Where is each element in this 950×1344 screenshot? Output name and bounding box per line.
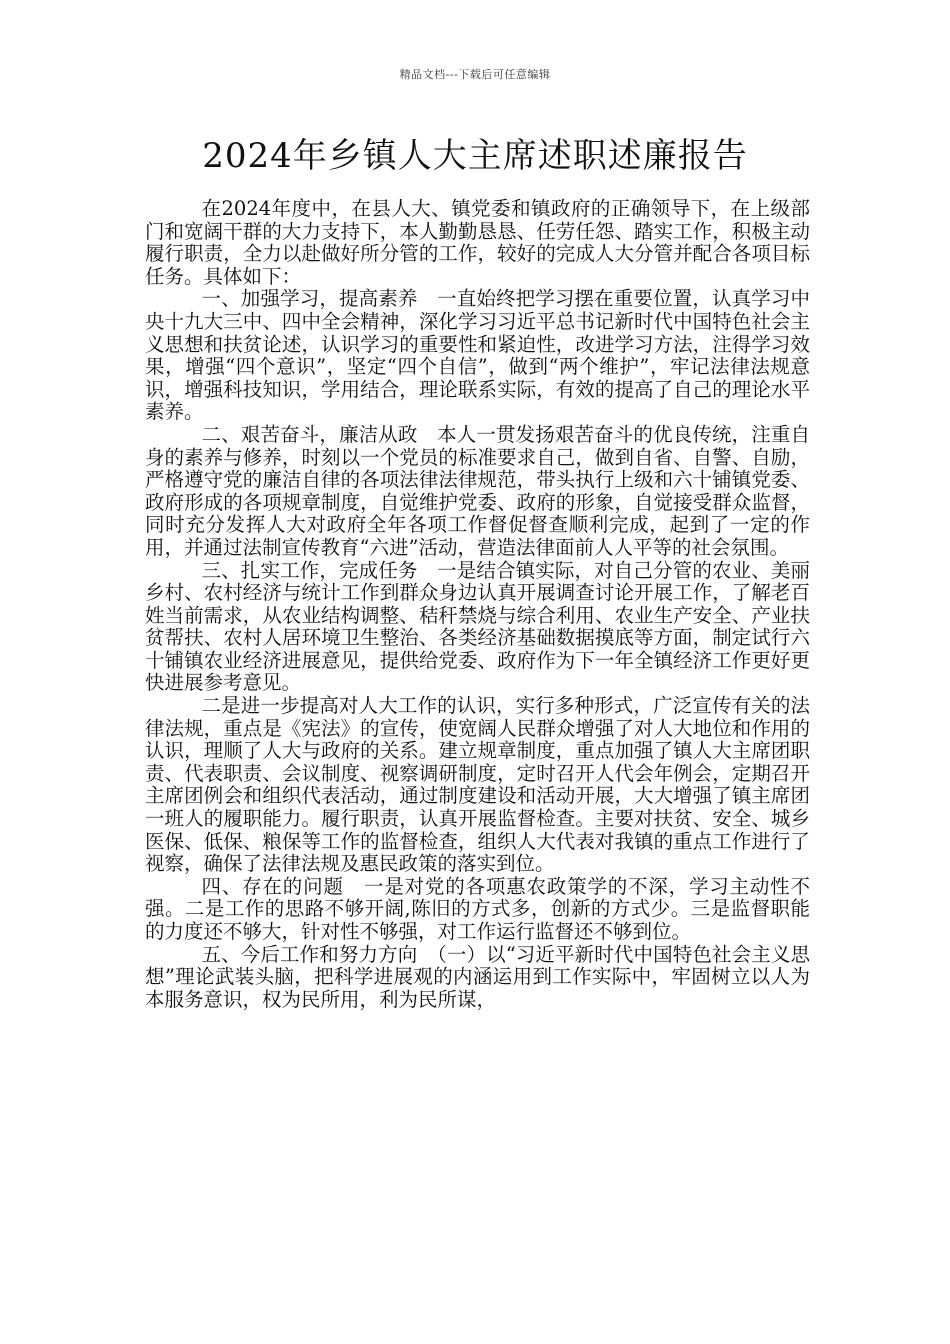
header-note: 精品文档---下载后可任意编辑 [399,68,551,81]
document-title: 2024年乡镇人大主席述职述廉报告 [202,136,748,176]
paragraph-section-1: 一、加强学习，提高素养 一直始终把学习摆在重要位置，认真学习中央十九大三中、四中全会精神，深化学习习近平总书记新时代中国特色社会主义思想和扶贫论述，认识学习的重要性和紧迫性，改进学习方法，注得学习效果，增强“四个意识”，坚定“四个自信”，做到“两个维护”，牢记法律法规意识，增强科技知识，学用结合，理论联系实际，有效的提高了自己的理论水平素养。 [145,287,810,424]
paragraph-intro: 在2024年度中，在县人大、镇党委和镇政府的正确领导下，在上级部门和宽阔干群的大力支持下，本人勤勤恳恳、任劳任怨、踏实工作，积极主动履行职责，全力以赴做好所分管的工作，较好的完成人大分管并配合各项目标任务。具体如下： [145,197,810,288]
document-body [145,198,810,1011]
paragraph-section-4: 四、存在的问题 一是对党的各项惠农政策学的不深，学习主动性不强。二是工作的思路不够开阔,陈旧的方式多，创新的方式少。三是监督职能的力度还不够大，针对性不够强，对工作运行监督还不够到位。 [145,874,810,943]
paragraph-section-3-continued: 二是进一步提高对人大工作的认识，实行多种形式，广泛宣传有关的法律法规，重点是《宪法》的宣传，使宽阔人民群众增强了对人大地位和作用的认识，理顺了人大与政府的关系。建立规章制度，重点加强了镇人大主席团职责、代表职责、会议制度、视察调研制度，定时召开人代会年例会，定期召开主席团例会和组织代表活动，通过制度建设和活动开展，大大增强了镇主席团一班人的履职能力。履行职责，认真开展监督检查。主要对扶贫、安全、城乡医保、低保、粮保等工作的监督检查，组织人大代表对我镇的重点工作进行了视察，确保了法律法规及惠民政策的落实到位。 [145,694,810,876]
paragraph-section-5: 五、今后工作和努力方向 （一）以“习近平新时代中国特色社会主义思想”理论武装头脑，把科学进展观的内涵运用到工作实际中，牢固树立以人为本服务意识，权为民所用，利为民所谋， [145,942,810,1011]
paragraph-section-2: 二、艰苦奋斗，廉洁从政 本人一贯发扬艰苦奋斗的优良传统，注重自身的素养与修养，时刻以一个党员的标准要求自己，做到自省、自警、自励，严格遵守党的廉洁自律的各项法律法律规范，带头执行上级和六十铺镇党委、政府形成的各项规章制度，自觉维护党委、政府的形象，自觉接受群众监督，同时充分发挥人大对政府全年各项工作督促督查顺利完成，起到了一定的作用，并通过法制宣传教育“六进”活动，营造法律面前人人平等的社会氛围。 [145,422,810,559]
paragraph-section-3: 三、扎实工作，完成任务 一是结合镇实际，对自己分管的农业、美丽乡村、农村经济与统计工作到群众身边认真开展调查讨论开展工作，了解老百姓当前需求，从农业结构调整、秸秆禁烧与综合利用、农业生产安全、产业扶贫帮扶、农村人居环境卫生整治、各类经济基础数据摸底等方面，制定试行六十铺镇农业经济进展意见，提供给党委、政府作为下一年全镇经济工作更好更快进展参考意见。 [145,558,810,695]
